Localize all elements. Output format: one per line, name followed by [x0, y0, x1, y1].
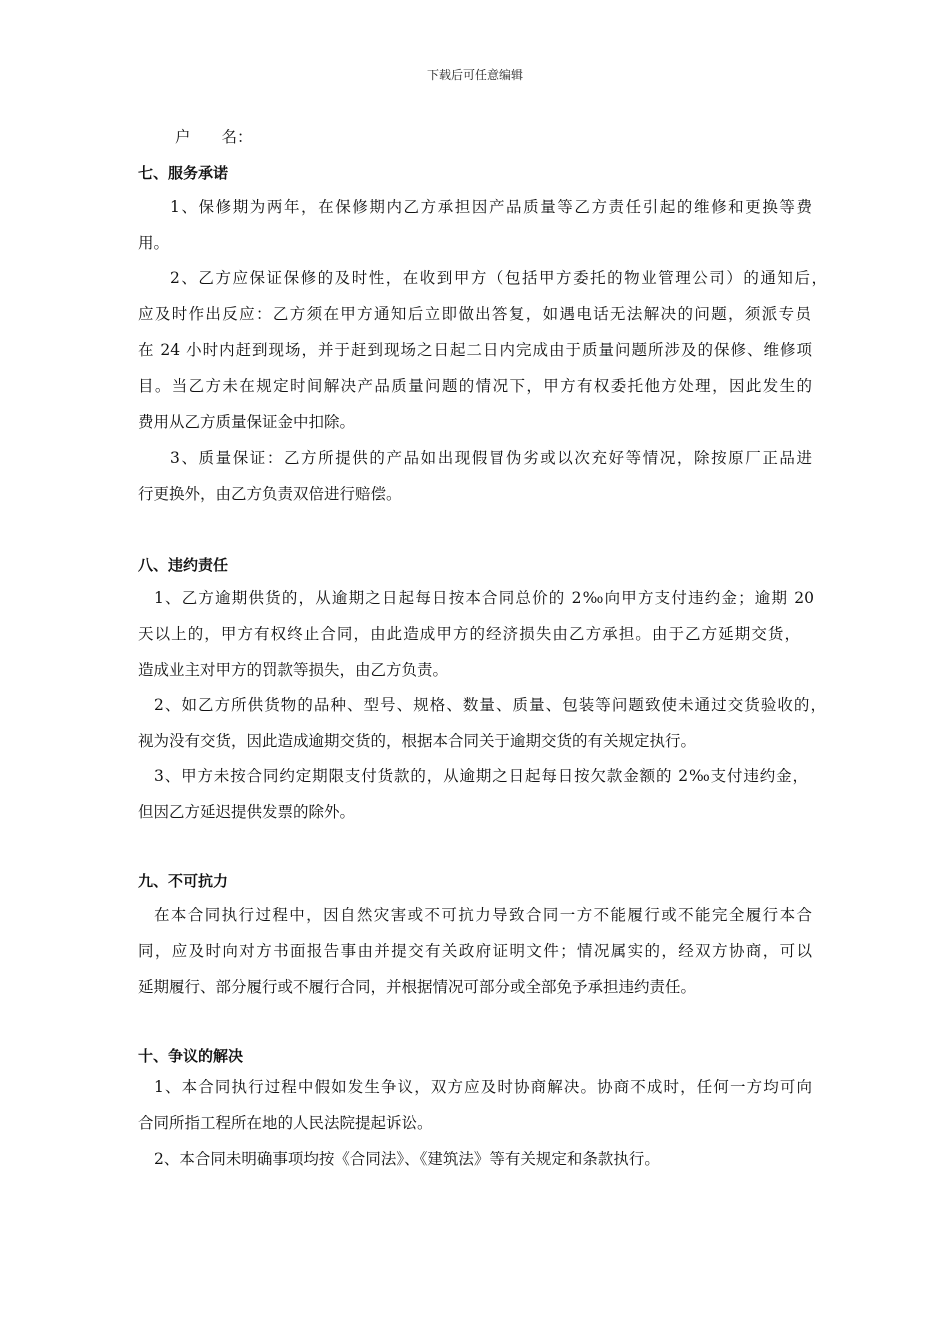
section-heading-force-majeure: 九、不可抗力 [138, 872, 229, 890]
paragraph-line: 天以上的，甲方有权终止合同，由此造成甲方的经济损失由乙方承担。由于乙方延期交货， [138, 625, 800, 643]
paragraph-line: 费用从乙方质量保证金中扣除。 [138, 413, 356, 431]
paragraph-line: 2、乙方应保证保修的及时性，在收到甲方（包括甲方委托的物业管理公司）的通知后， [170, 269, 827, 287]
paragraph-line: 1、乙方逾期供货的，从逾期之日起每日按本合同总价的 2‰向甲方支付违约金；逾期 20 [154, 589, 814, 607]
paragraph-line: 延期履行、部分履行或不履行合同，并根据情况可部分或全部免予承担违约责任。 [138, 978, 697, 996]
paragraph-line: 3、质量保证：乙方所提供的产品如出现假冒伪劣或以次充好等情况，除按原厂正品进 [170, 449, 812, 467]
section-heading-liability: 八、违约责任 [138, 556, 229, 574]
paragraph-line: 但因乙方延迟提供发票的除外。 [138, 803, 356, 821]
paragraph-line: 视为没有交货，因此造成逾期交货的，根据本合同关于逾期交货的有关规定执行。 [138, 732, 697, 750]
account-name-line: 户 名： [175, 128, 253, 146]
paragraph-line: 应及时作出反应：乙方须在甲方通知后立即做出答复，如遇电话无法解决的问题，须派专员 [138, 305, 811, 323]
page-header: 下载后可任意编辑 [426, 68, 523, 82]
paragraph-line: 用。 [138, 234, 170, 252]
paragraph-line: 同，应及时向对方书面报告事由并提交有关政府证明文件；情况属实的，经双方协商，可以 [138, 942, 812, 960]
paragraph-line: 1、本合同执行过程中假如发生争议，双方应及时协商解决。协商不成时，任何一方均可向 [154, 1078, 812, 1096]
section-heading-dispute: 十、争议的解决 [138, 1047, 244, 1065]
section-heading-service: 七、服务承诺 [138, 164, 229, 182]
paragraph-line: 造成业主对甲方的罚款等损失，由乙方负责。 [138, 661, 449, 679]
paragraph-line: 目。当乙方未在规定时间解决产品质量问题的情况下，甲方有权委托他方处理，因此发生的 [138, 377, 812, 395]
paragraph-line: 合同所指工程所在地的人民法院提起诉讼。 [138, 1114, 433, 1132]
paragraph-line: 2、如乙方所供货物的品种、型号、规格、数量、质量、包装等问题致使未通过交货验收的， [154, 696, 826, 714]
paragraph-line: 在 24 小时内赶到现场，并于赶到现场之日起二日内完成由于质量问题所涉及的保修、维修项 [138, 341, 812, 359]
paragraph-line: 在本合同执行过程中，因自然灾害或不可抗力导致合同一方不能履行或不能完全履行本合 [154, 906, 812, 924]
paragraph-line: 行更换外，由乙方负责双倍进行赔偿。 [138, 485, 402, 503]
paragraph-line: 3、甲方未按合同约定期限支付货款的，从逾期之日起每日按欠款金额的 2‰支付违约金， [154, 767, 808, 785]
paragraph-line: 1、保修期为两年，在保修期内乙方承担因产品质量等乙方责任引起的维修和更换等费 [170, 198, 812, 216]
paragraph-line: 2、本合同未明确事项均按《合同法》、《建筑法》等有关规定和条款执行。 [154, 1150, 660, 1168]
